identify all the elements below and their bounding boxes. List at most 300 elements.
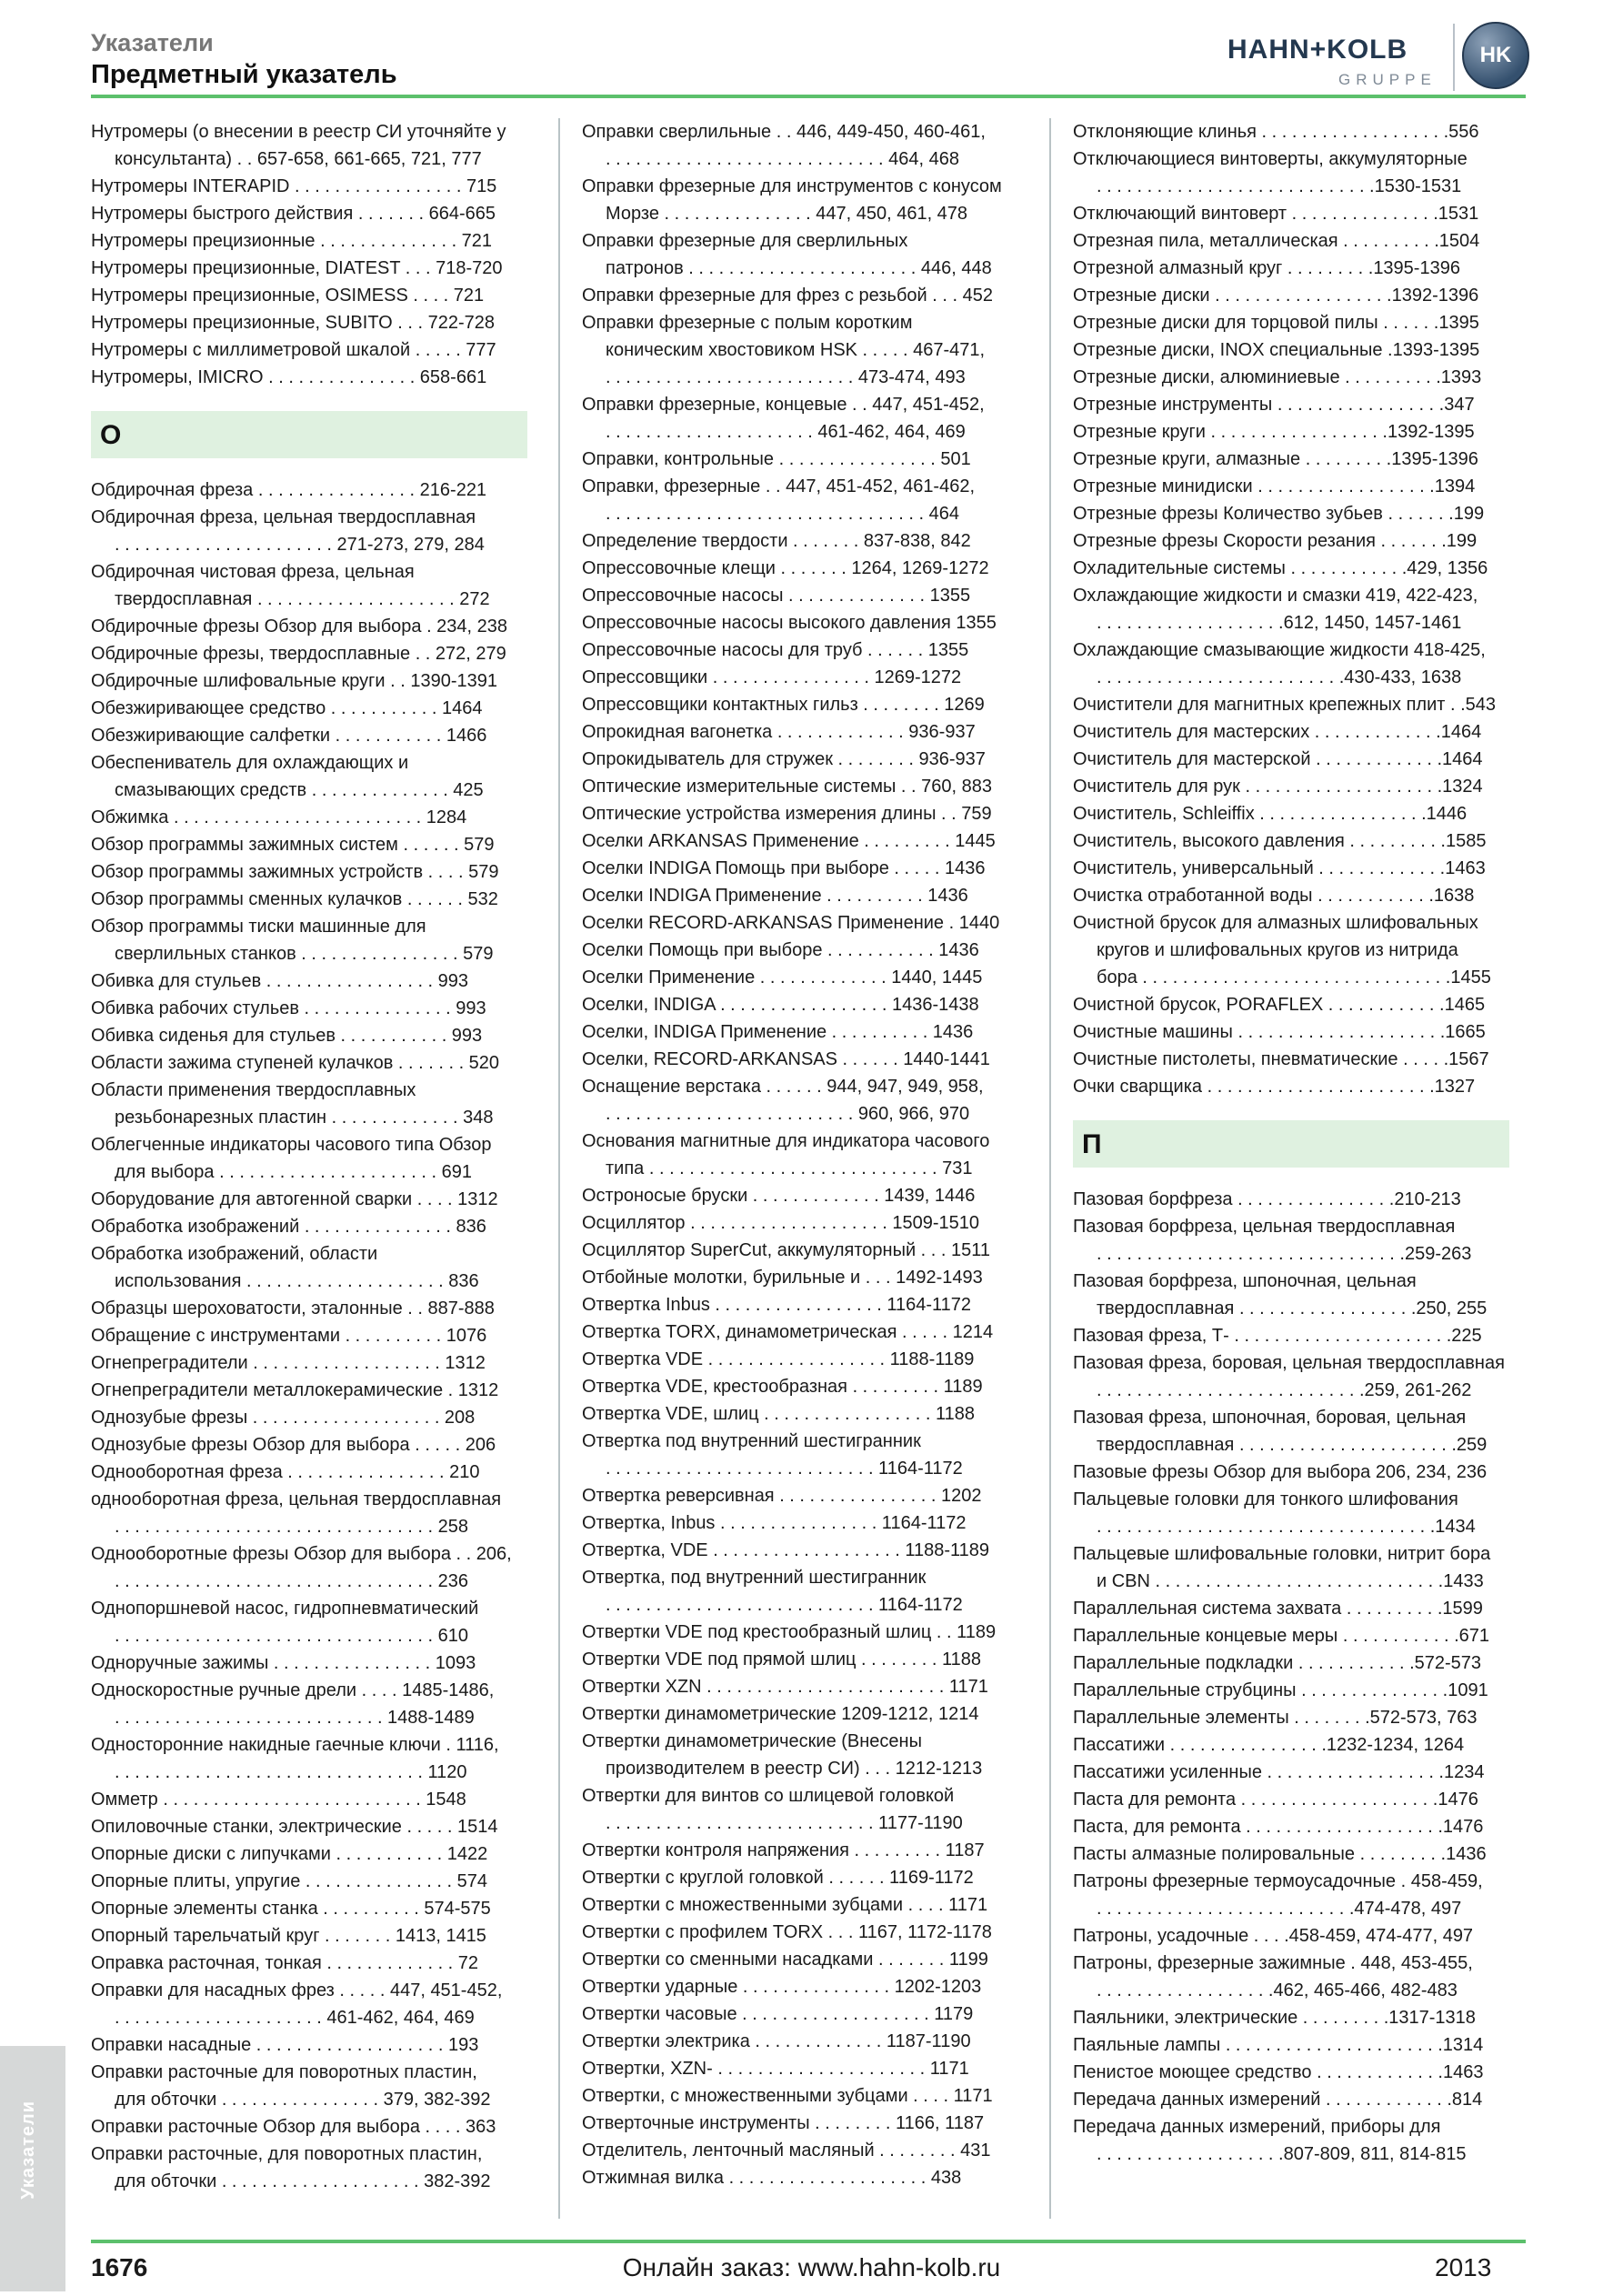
index-entry-line: . . . . . . . . . . . . . . . . . . . . . . . . . . .259, 261-262 [1097,1380,1472,1400]
index-entry-line: Огнепреградители металлокерамические . 1312 [91,1380,499,1400]
index-entry [1073,1950,1509,2004]
index-entry [1073,1922,1509,1950]
index-entry-line: Отбойные молотки, бурильные и . . . 1492-1493 [582,1268,983,1288]
index-entry-line: и CBN . . . . . . . . . . . . . . . . . . . . . . . . . . . . .1433 [1097,1571,1484,1591]
index-entry-line: Оселки, INDIGA . . . . . . . . . . . . . . . . . 1436-1438 [582,995,979,1015]
index-entry [91,1213,527,1240]
logo-name: HAHN+KOLB [1227,35,1408,65]
index-entry-line: . . . . . . . . . . . . . . . . . .462, 465-466, 482-483 [1097,1980,1458,2000]
index-entry-line: Отвертки контроля напряжения . . . . . . . . . 1187 [582,1840,985,1860]
index-entry [1073,1759,1509,1786]
index-entry-line: Области зажима ступеней кулачков . . . . . . . 520 [91,1053,500,1073]
index-entry-line: Образцы шероховатости, эталонные . . 887-888 [91,1298,495,1318]
index-entry [91,995,527,1022]
index-entry [582,1891,1018,1919]
index-entry-line: Паста, для ремонта . . . . . . . . . . . . . . . . . . . .1476 [1073,1817,1484,1837]
index-entry [582,309,1018,391]
index-entry-line: Отвертки, с множественными зубцами . . . . 1171 [582,2086,993,2106]
index-entry [582,1182,1018,1209]
index-entry-line: Пассатижи усиленные . . . . . . . . . . . . . . . . . .1234 [1073,1762,1485,1782]
index-entry-line: Обзор программы сменных кулачков . . . . . . 532 [91,889,498,909]
index-entry [582,2110,1018,2137]
index-entry [91,1322,527,1349]
index-entry [1073,1649,1509,1677]
index-entry [582,800,1018,827]
index-entry [1073,145,1509,200]
index-entry-line: Оправки расточные для поворотных пластин, [91,2062,477,2082]
index-entry-line: . . . . . . . . . . . . . . . . . . . . . . . . . . . 1164-1172 [606,1595,963,1615]
index-entry [1073,1677,1509,1704]
index-entry [91,282,527,309]
index-entry-line: Обеспениватель для охлаждающих и [91,753,409,773]
header-section: Указатели [91,29,214,56]
index-entry [91,1922,527,1950]
index-entry [91,1131,527,1186]
index-entry-line: Отвертки электрика . . . . . . . . . . . . . 1187-1190 [582,2031,971,2051]
index-entry [582,1237,1018,1264]
index-entry [91,1049,527,1077]
index-entry [1073,1704,1509,1731]
index-entry [582,1700,1018,1728]
index-entry-line: Паста для ремонта . . . . . . . . . . . . . . . . . . . .1476 [1073,1790,1478,1810]
index-entry-line: . . . . . . . . . . . . . . . . . . . . . . . . . . . 1164-1172 [606,1459,963,1479]
index-entry-line: Отрезные диски . . . . . . . . . . . . . . . . . .1392-1396 [1073,286,1479,306]
index-entry-line: Пасты алмазные полировальные . . . . . . . . .1436 [1073,1844,1487,1864]
index-entry [1073,364,1509,391]
index-entry-line: Отвертки со сменными насадками . . . . . . . 1199 [582,1950,988,1970]
index-entry [1073,637,1509,691]
index-entry-line: Отвертка, Inbus . . . . . . . . . . . . . . . . 1164-1172 [582,1513,967,1533]
index-entry [1073,1213,1509,1268]
index-entry-line: Оправки для насадных фрез . . . . . 447, 451-452, [91,1980,503,2000]
index-entry-line: . . . . . . . . . . . . . . . . . . . . . . . . . . . . . . . . 236 [115,1571,468,1591]
index-entry [582,391,1018,446]
index-entry-line: Нутромеры (о внесении в реестр СИ уточняйте у [91,122,506,142]
index-entry-line: Односторонние накидные гаечные ключи . 1116, [91,1735,499,1755]
index-entry [1073,1046,1509,1073]
index-entry [582,1782,1018,1837]
index-entry [582,1046,1018,1073]
index-entry [91,886,527,913]
index-entry-line: Отвертки динамометрические (Внесены [582,1731,922,1751]
index-entry-line: Отвертки динамометрические 1209-1212, 1214 [582,1704,979,1724]
index-entry-line: Пазовые фрезы Обзор для выбора 206, 234, 236 [1073,1462,1488,1482]
index-entry [582,909,1018,937]
index-entry [1073,2086,1509,2113]
index-column-2 [582,118,1018,2191]
index-entry-line: Отрезной алмазный круг . . . . . . . . .1395-1396 [1073,258,1460,278]
index-entry [582,1673,1018,1700]
index-entry [91,1404,527,1431]
index-entry-line: Параллельные элементы . . . . . . . .572-573, 763 [1073,1708,1478,1728]
index-entry-line: Обработка изображений, области [91,1244,378,1264]
index-entry-line: Оселки RECORD-ARKANSAS Применение . 1440 [582,913,1000,933]
index-entry [91,1431,527,1459]
index-entry-line: Отвертки часовые . . . . . . . . . . . . . . . . . . . 1179 [582,2004,974,2024]
index-entry-line: Охлаждающие смазывающие жидкости 418-425, [1073,640,1486,660]
index-entry-line: Обдирочные фрезы, твердосплавные . . 272, 279 [91,644,506,664]
index-entry-line: бора . . . . . . . . . . . . . . . . . . . . . . . . . . . . . . .1455 [1097,968,1491,988]
index-entry-line: Отрезные минидиски . . . . . . . . . . . . . . . . . .1394 [1073,476,1476,496]
index-entry [1073,555,1509,582]
index-entry [582,227,1018,282]
index-entry-line: Оптические устройства измерения длины . . 759 [582,804,992,824]
index-entry [91,504,527,558]
index-column-3 [1073,118,1509,2168]
index-entry [91,1731,527,1786]
index-entry [1073,1622,1509,1649]
index-entry-line: . . . . . . . . . . . . . . . . . . .807-809, 811, 814-815 [1097,2144,1467,2164]
index-entry [1073,309,1509,336]
index-entry-line: Области применения твердосплавных [91,1080,416,1100]
index-entry-line: Оправки расточные, для поворотных пластин, [91,2144,483,2164]
logo-separator [1453,24,1455,91]
index-entry [91,1649,527,1677]
index-entry-line: Патроны, усадочные . . . .458-459, 474-477, 497 [1073,1926,1474,1946]
index-entry-line: Обдирочные шлифовальные круги . . 1390-1391 [91,671,498,691]
index-entry-line: Оправки фрезерные для инструментов с конусом [582,176,1002,196]
index-entry [582,582,1018,609]
index-entry-line: Отвертки ударные . . . . . . . . . . . . . . . 1202-1203 [582,1977,982,1997]
index-entry [582,2028,1018,2055]
index-entry [91,558,527,613]
index-entry [91,336,527,364]
index-entry-line: Пенистое моющее средство . . . . . . . . . . . . .1463 [1073,2062,1484,2082]
index-entry [582,691,1018,718]
index-entry-line: Очиститель, высокого давления . . . . . . . . . .1585 [1073,831,1487,851]
index-entry-line: Отключающий винтоверт . . . . . . . . . . . . . . .1531 [1073,204,1479,224]
index-entry [582,991,1018,1018]
index-entry-line: Нутромеры с миллиметровой шкалой . . . . . 777 [91,340,496,360]
index-entry-line: Параллельные концевые меры . . . . . . . . . . . .671 [1073,1626,1490,1646]
index-entry [1073,691,1509,718]
index-entry [582,746,1018,773]
index-entry-line: твердосплавная . . . . . . . . . . . . . . . . . . . . . .259 [1097,1435,1488,1455]
index-entry-line: патронов . . . . . . . . . . . . . . . . . . . . . . . 446, 448 [606,258,992,278]
index-entry-line: Осциллятор SuperCut, аккумуляторный . . . 1511 [582,1240,991,1260]
index-entry [91,1077,527,1131]
index-entry-line: Оселки Применение . . . . . . . . . . . . . 1440, 1445 [582,968,983,988]
index-entry [582,1018,1018,1046]
index-entry [582,718,1018,746]
index-entry-line: Отрезные диски, алюминиевые . . . . . . . . . .1393 [1073,367,1482,387]
index-entry-line: Передача данных измерений . . . . . . . . . . . . .814 [1073,2090,1483,2110]
index-entry [582,2164,1018,2191]
index-entry [91,749,527,804]
index-entry-line: . . . . . . . . . . . . . . . . . . . . . . . . .430-433, 1638 [1097,667,1462,687]
index-entry-line: типа . . . . . . . . . . . . . . . . . . . . . . . . . . . . . 731 [606,1158,973,1178]
index-entry-line: кругов и шлифовальных кругов из нитрида [1097,940,1458,960]
index-entry [1073,2004,1509,2031]
index-entry-line: Очистные машины . . . . . . . . . . . . . . . . . . . . .1665 [1073,1022,1486,1042]
index-entry-line: Оправки, фрезерные . . 447, 451-452, 461-462, [582,476,976,496]
index-entry [582,1973,1018,2000]
index-entry [91,667,527,695]
index-entry-line: Отвертка VDE, крестообразная . . . . . . . . . 1189 [582,1377,983,1397]
index-entry-line: Очиститель для мастерских . . . . . . . . . . . . .1464 [1073,722,1482,742]
index-entry-line: твердосплавная . . . . . . . . . . . . . . . . . .250, 255 [1097,1298,1488,1318]
logo-badge-icon: HK [1462,22,1529,89]
index-entry-line: . . . . . . . . . . . . . . . . . . . . . . . . . . . . . . . . 610 [115,1626,468,1646]
index-entry [582,555,1018,582]
index-entry-line: использования . . . . . . . . . . . . . . . . . . . . 836 [115,1271,479,1291]
index-entry-line: Остроносые бруски . . . . . . . . . . . . . 1439, 1446 [582,1186,976,1206]
index-entry [1073,1540,1509,1595]
index-entry [91,364,527,391]
index-entry-line: Передача данных измерений, приборы для [1073,2117,1441,2137]
index-entry-line: Отвертка под внутренний шестигранник [582,1431,921,1451]
index-entry [91,1977,527,2031]
index-entry-line: Оселки INDIGA Применение . . . . . . . . . . 1436 [582,886,968,906]
index-entry-line: Однопоршневой насос, гидропневматический [91,1599,479,1619]
index-entry [1073,1073,1509,1100]
index-entry-line: Опрессовочные насосы . . . . . . . . . . . . . . 1355 [582,586,971,606]
index-entry-line: Очиститель для мастерской . . . . . . . . . . . . .1464 [1073,749,1483,769]
index-entry-line: Опрокидыватель для стружек . . . . . . . . 936-937 [582,749,986,769]
index-entry-line: Очистные пистолеты, пневматические . . . . .1567 [1073,1049,1489,1069]
index-entry-line: Пазовая борфреза . . . . . . . . . . . . . . . .210-213 [1073,1189,1461,1209]
index-entry [91,200,527,227]
index-entry-line: Обдирочная чистовая фреза, цельная [91,562,415,582]
index-entry-line: резьбонарезных пластин . . . . . . . . . . . . . 348 [115,1108,494,1128]
index-entry-line: Омметр . . . . . . . . . . . . . . . . . . . . . . . . . . 1548 [91,1790,466,1810]
index-entry-line: Оселки ARKANSAS Применение . . . . . . . . . 1445 [582,831,996,851]
index-entry [91,1813,527,1840]
index-entry-line: Обжимка . . . . . . . . . . . . . . . . . . . . . . . . . 1284 [91,807,467,827]
index-entry [582,882,1018,909]
index-entry [1073,1813,1509,1840]
index-entry-line: Оправки фрезерные с полым коротким [582,313,913,333]
index-entry [1073,1186,1509,1213]
index-entry-line: Отвертки с профилем TORX . . . 1167, 1172-1178 [582,1922,992,1942]
index-entry [582,1428,1018,1482]
index-column-1 [91,118,527,2195]
index-entry [91,695,527,722]
index-entry [1073,1786,1509,1813]
index-entry-line: Нутромеры прецизионные . . . . . . . . . . . . . . 721 [91,231,493,251]
index-entry [1073,118,1509,145]
logo-sub: GRUPPE [1338,71,1437,88]
index-entry [582,1482,1018,1509]
index-entry-line: Оправки сверлильные . . 446, 449-450, 460-461, [582,122,986,142]
index-entry-line: Однооборотные фрезы Обзор для выбора . . 206, [91,1544,512,1564]
index-entry [1073,855,1509,882]
index-entry-line: Пазовая борфреза, цельная твердосплавная [1073,1217,1456,1237]
index-entry [91,1950,527,1977]
side-tab-label: Указатели [18,2100,38,2200]
index-entry [91,858,527,886]
index-entry [91,1349,527,1377]
index-entry [582,1837,1018,1864]
index-entry [91,913,527,968]
index-entry [582,1537,1018,1564]
index-entry [91,1786,527,1813]
index-entry-line: Очки сварщика . . . . . . . . . . . . . . . . . . . . . . .1327 [1073,1077,1476,1097]
index-entry [91,2031,527,2059]
index-entry [91,640,527,667]
index-entry-line: Параллельные подкладки . . . . . . . . . . . .572-573 [1073,1653,1482,1673]
online-order-link[interactable]: Онлайн заказ: www.hahn-kolb.ru [622,2253,1001,2281]
index-entry-line: для выбора . . . . . . . . . . . . . . . . . . . . . . 691 [115,1162,472,1182]
index-entry-line: консультанта) . . 657-658, 661-665, 721, 777 [115,149,482,169]
column-divider [558,118,560,2219]
index-entry-line: Огнепреградители . . . . . . . . . . . . . . . . . . . 1312 [91,1353,486,1373]
index-entry-line: Осциллятор . . . . . . . . . . . . . . . . . . . . 1509-1510 [582,1213,980,1233]
index-entry-line: Обзор программы зажимных систем . . . . . . 579 [91,835,495,855]
index-entry [1073,1268,1509,1322]
index-entry-line: Отрезные круги, алмазные . . . . . . . . .1395-1396 [1073,449,1478,469]
index-entry-line: Нутромеры прецизионные, SUBITO . . . 722-728 [91,313,496,333]
index-entry-line: . . . . . . . . . . . . . . . . . . . . . . . . . . . . . . . . 464 [606,504,959,524]
index-entry-line: Морзе . . . . . . . . . . . . . . . 447, 450, 461, 478 [606,204,968,224]
index-entry [1073,882,1509,909]
index-entry-line: Оправки насадные . . . . . . . . . . . . . . . . . . . 193 [91,2035,479,2055]
index-entry-line: Очиститель для рук . . . . . . . . . . . . . . . . . . . .1324 [1073,777,1483,797]
index-entry [1073,991,1509,1018]
index-entry [582,282,1018,309]
index-entry [91,255,527,282]
index-entry-line: Оселки INDIGA Помощь при выборе . . . . . 1436 [582,858,986,878]
index-entry-line: Однозубые фрезы . . . . . . . . . . . . . . . . . . . 208 [91,1408,476,1428]
index-entry [91,722,527,749]
index-entry [582,527,1018,555]
index-entry [91,2141,527,2195]
index-entry [1073,1018,1509,1046]
index-entry-line: Отключающиеся винтоверты, аккумуляторные [1073,149,1468,169]
index-entry [91,804,527,831]
index-entry-line: Опорные плиты, упругие . . . . . . . . . . . . . . . 574 [91,1871,487,1891]
index-entry-line: . . . . . . . . . . . . . . . . . . . . . . . . . 473-474, 493 [606,367,966,387]
index-entry [1073,1404,1509,1459]
index-entry [582,1400,1018,1428]
index-entry-line: Очистной брусок, PORAFLEX . . . . . . . . . . . .1465 [1073,995,1486,1015]
index-entry [91,968,527,995]
index-entry-line: . . . . . . . . . . . . . . . . . . . . . . . . . . . . 464, 468 [606,149,960,169]
index-entry [582,1373,1018,1400]
index-entry-line: . . . . . . . . . . . . . . . . . . . . . . . . . . . 1177-1190 [606,1813,963,1833]
index-entry-line: Отрезные круги . . . . . . . . . . . . . . . . . .1392-1395 [1073,422,1475,442]
index-entry-line: Отрезные фрезы Скорости резания . . . . . . .199 [1073,531,1478,551]
letter-heading: П [1073,1120,1509,1168]
index-entry-line: Отверточные инструменты . . . . . . . . 1166, 1187 [582,2113,985,2133]
index-entry [1073,746,1509,773]
index-entry-line: Опорные элементы станка . . . . . . . . . . 574-575 [91,1899,491,1919]
index-entry [582,2000,1018,2028]
index-entry-line: Отрезная пила, металлическая . . . . . . . . . .1504 [1073,231,1480,251]
index-entry-line: Облегченные индикаторы часового типа Обзор [91,1135,492,1155]
index-entry [582,473,1018,527]
index-entry-line: Обзор программы зажимных устройств . . . . 579 [91,862,499,882]
index-entry-line: Обработка изображений . . . . . . . . . . . . . . . 836 [91,1217,486,1237]
index-entry [1073,1840,1509,1868]
index-entry-line: Пазовая фреза, шпоночная, боровая, цельная [1073,1408,1467,1428]
index-entry-line: Отвертка реверсивная . . . . . . . . . . . . . . . . 1202 [582,1486,982,1506]
index-entry [91,1486,527,1540]
index-entry-line: Пазовая фреза, боровая, цельная твердосплавная [1073,1353,1505,1373]
index-entry-line: Обдирочные фрезы Обзор для выбора . 234, 238 [91,617,508,637]
index-entry [582,937,1018,964]
index-entry-line: Оправка расточная, тонкая . . . . . . . . . . . . . 72 [91,1953,479,1973]
index-entry-line: Отвертка Inbus . . . . . . . . . . . . . . . . . 1164-1172 [582,1295,972,1315]
index-entry-line: Параллельные струбцины . . . . . . . . . . . . . . .1091 [1073,1680,1488,1700]
index-entry [1073,1459,1509,1486]
index-entry-line: Отвертка TORX, динамометрическая . . . . . 1214 [582,1322,994,1342]
index-entry-line: Отвертки VDE под крестообразный шлиц . . 1189 [582,1622,997,1642]
index-entry [582,1209,1018,1237]
index-entry-line: Опрессовщики контактных гильз . . . . . . . . 1269 [582,695,985,715]
index-entry [582,1946,1018,1973]
index-entry-line: Однозубые фрезы Обзор для выбора . . . . . 206 [91,1435,496,1455]
index-entry [91,1677,527,1731]
index-entry-line: Опрессовочные насосы для труб . . . . . . 1355 [582,640,969,660]
index-entry-line: Отрезные инструменты . . . . . . . . . . . . . . . . .347 [1073,395,1475,415]
index-entry [91,1459,527,1486]
index-entry-line: Опорный тарельчатый круг . . . . . . . 1413, 1415 [91,1926,486,1946]
index-entry-line: Обдирочная фреза, цельная твердосплавная [91,507,476,527]
index-entry-line: для обточки . . . . . . . . . . . . . . . . 379, 382-392 [115,2090,491,2110]
index-entry-line: . . . . . . . . . . . . . . . . . . .612, 1450, 1457-1461 [1097,613,1462,633]
index-entry-line: . . . . . . . . . . . . . . . . . . . . . . . . . . . . . . . 1120 [115,1762,467,1782]
index-entry-line: Нутромеры, IMICRO . . . . . . . . . . . . . . . 658-661 [91,367,487,387]
index-entry [91,1186,527,1213]
index-entry [1073,473,1509,500]
index-entry [91,227,527,255]
index-entry-line: Нутромеры INTERAPID . . . . . . . . . . . . . . . . . 715 [91,176,497,196]
index-entry-line: Очиститель, Schleiffix . . . . . . . . . . . . . . . . .1446 [1073,804,1468,824]
index-entry [582,637,1018,664]
index-entry-line: Оселки, INDIGA Применение . . . . . . . . . . 1436 [582,1022,974,1042]
index-entry [1073,718,1509,746]
index-entry [1073,336,1509,364]
index-entry [91,1377,527,1404]
header-rule [91,95,1526,98]
index-entry-line: Отвертки с круглой головкой . . . . . . 1169-1172 [582,1868,974,1888]
index-entry-line: Паяльные лампы . . . . . . . . . . . . . . . . . . . . . .1314 [1073,2035,1484,2055]
index-entry [582,1728,1018,1782]
index-entry-line: Оптические измерительные системы . . 760, 883 [582,777,992,797]
index-entry-line: Обезжиривающее средство . . . . . . . . . . . 1464 [91,698,483,718]
index-entry-line: Обивка сиденья для стульев . . . . . . . . . . . 993 [91,1026,483,1046]
index-entry-line: Паяльники, электрические . . . . . . . . .1317-1318 [1073,2008,1476,2028]
index-entry [1073,2059,1509,2086]
index-entry-line: Отвертки VDE под прямой шлиц . . . . . . . . 1188 [582,1649,981,1669]
index-entry-line: . . . . . . . . . . . . . . . . . . . . . . . . . 960, 966, 970 [606,1104,970,1124]
index-entry-line: . . . . . . . . . . . . . . . . . . . . . . . . . . . . . . . . 258 [115,1517,468,1537]
index-entry-line: Нутромеры быстрого действия . . . . . . . 664-665 [91,204,496,224]
index-entry-line: Опрессовщики . . . . . . . . . . . . . . . . 1269-1272 [582,667,962,687]
index-entry-line: Нутромеры прецизионные, DIATEST . . . 718-720 [91,258,503,278]
index-entry [582,1619,1018,1646]
index-entry-line: . . . . . . . . . . . . . . . . . . . . . . . . . .474-478, 497 [1097,1899,1462,1919]
index-entry [582,1128,1018,1182]
index-entry [91,1595,527,1649]
index-entry-line: . . . . . . . . . . . . . . . . . . . . . . . . . . . .1530-1531 [1097,176,1462,196]
index-entry [1073,446,1509,473]
index-entry-line: Оборудование для автогенной сварки . . . . 1312 [91,1189,498,1209]
index-entry [1073,418,1509,446]
index-entry [1073,1595,1509,1622]
index-entry [1073,227,1509,255]
index-entry-line: Параллельная система захвата . . . . . . . . . .1599 [1073,1599,1483,1619]
index-entry-line: Отжимная вилка . . . . . . . . . . . . . . . . . . . . 438 [582,2168,962,2188]
index-entry-line: Очистители для магнитных крепежных плит . .543 [1073,695,1497,715]
index-entry [1073,1731,1509,1759]
index-entry-line: Оправки фрезерные, концевые . . 447, 451-452, [582,395,985,415]
index-entry-line: Отвертка VDE . . . . . . . . . . . . . . . . . . 1188-1189 [582,1349,975,1369]
index-entry [582,1073,1018,1128]
index-entry-line: Оправки фрезерные для фрез с резьбой . . . 452 [582,286,993,306]
index-entry [91,831,527,858]
